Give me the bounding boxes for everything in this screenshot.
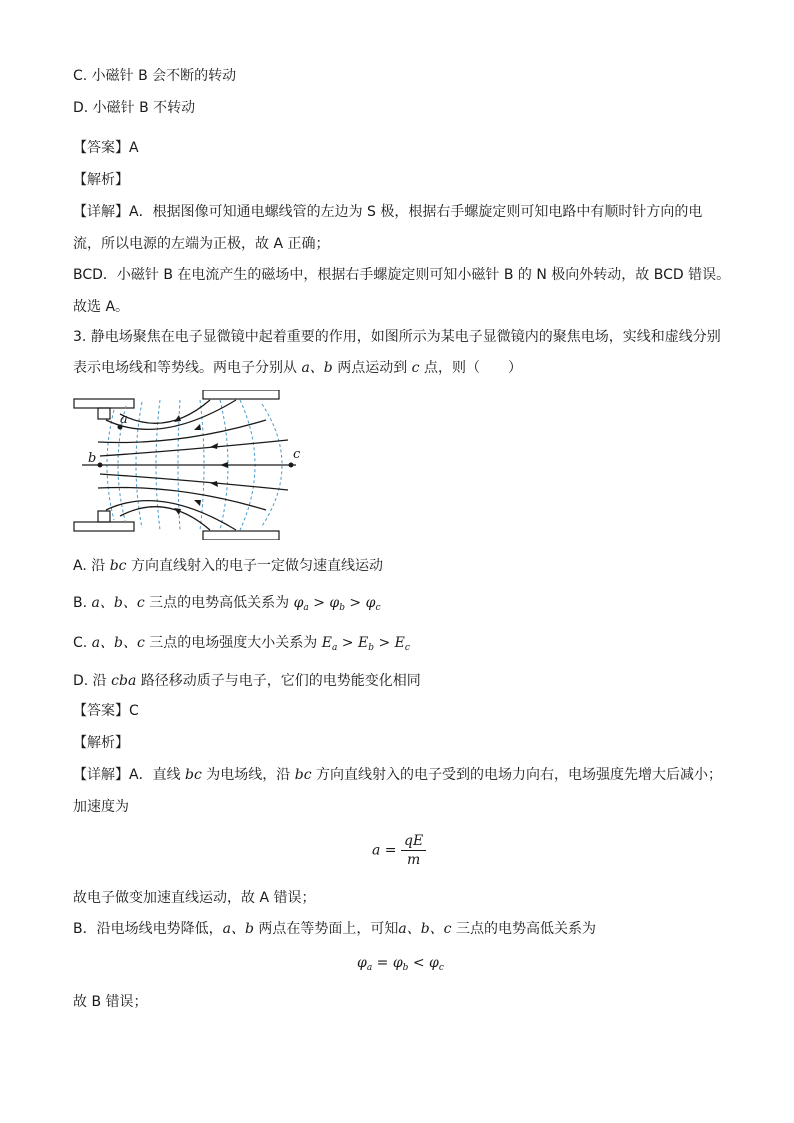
detail-a-line-2: 加速度为 <box>73 799 129 815</box>
detail-a-line-1: 【详解】A．直线 bc 为电场线，沿 bc 方向直线射入的电子受到的电场力向右，电场强度先增大后减小； <box>73 767 723 783</box>
potential-relation: $\varphi_a = \varphi_b < \varphi_c$ <box>357 955 444 973</box>
answer-label: 【答案】A <box>73 140 139 156</box>
label-c: c <box>293 447 300 462</box>
option-c: C. a、b、c 三点的电场强度大小关系为 $E_a > E_b > E_c$ <box>73 635 410 653</box>
top-left-tip <box>98 408 110 419</box>
answer-label-2: 【答案】C <box>73 703 139 719</box>
option-d: D. 沿 cba 路径移动质子与电子，它们的电势能变化相同 <box>73 673 421 689</box>
top-right-electrode <box>203 390 279 399</box>
detail-line-2: 流，所以电源的左端为正极，故 A 正确； <box>73 236 330 252</box>
analysis-label: 【解析】 <box>73 172 129 188</box>
acceleration-formula: a = $\frac{qE}{m}$ <box>372 832 426 869</box>
analysis-label-2: 【解析】 <box>73 735 129 751</box>
option-d-prev: D. 小磁针 B 不转动 <box>73 100 196 116</box>
bottom-left-electrode <box>74 522 134 531</box>
option-b: B. a、b、c 三点的电势高低关系为 $\varphi_a > \varphi_b > \varphi_c$ <box>73 595 381 613</box>
top-left-electrode <box>74 399 134 408</box>
label-b: b <box>88 451 97 466</box>
option-c-prev: C. 小磁针 B 会不断的转动 <box>73 68 237 84</box>
detail-line-3: BCD．小磁针 B 在电流产生的磁场中，根据右手螺旋定则可知小磁针 B 的 N 极向外转动，故 BCD 错误。 <box>73 267 731 283</box>
question-3-line-1: 3. 静电场聚焦在电子显微镜中起着重要的作用，如图所示为某电子显微镜内的聚焦电场，实线和虚线分别 <box>73 329 721 345</box>
point-b <box>98 463 103 468</box>
bottom-left-tip <box>98 511 110 522</box>
bottom-right-electrode <box>203 531 279 540</box>
field-lines <box>82 400 296 530</box>
detail-b-line-2: 故 B 错误； <box>73 994 148 1010</box>
focusing-field-figure <box>70 390 300 540</box>
detail-line-1: 【详解】A．根据图像可知通电螺线管的左边为 S 极，根据右手螺旋定则可知电路中有顺时针方向的电 <box>73 204 703 220</box>
points <box>98 425 294 468</box>
detail-a-line-3: 故电子做变加速直线运动，故 A 错误； <box>73 890 316 906</box>
question-3-line-2: 表示电场线和等势线。两电子分别从 a、b 两点运动到 c 点，则（ ） <box>73 360 522 376</box>
detail-b-line-1: B．沿电场线电势降低，a、b 两点在等势面上，可知a、b、c 三点的电势高低关系为 <box>73 921 596 937</box>
point-c <box>289 463 294 468</box>
detail-line-4: 故选 A。 <box>73 299 130 315</box>
label-a: a <box>120 412 128 427</box>
option-a: A. 沿 bc 方向直线射入的电子一定做匀速直线运动 <box>73 558 383 574</box>
